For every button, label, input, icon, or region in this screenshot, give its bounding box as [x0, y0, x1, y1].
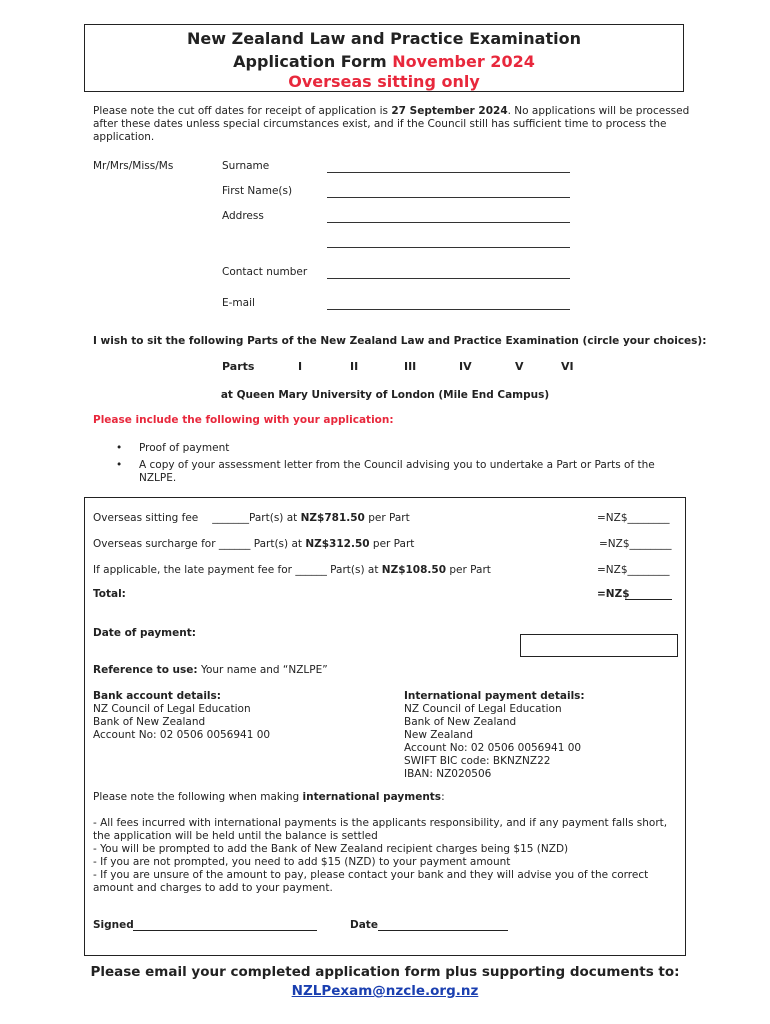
- first-names-field[interactable]: [327, 197, 570, 198]
- cutoff-date: 27 September 2024: [391, 105, 508, 117]
- bank-line: Bank of New Zealand: [93, 716, 206, 728]
- total-field[interactable]: [625, 599, 672, 600]
- parts-label: Parts: [222, 360, 255, 373]
- form-subtitle: Overseas sitting only: [288, 72, 480, 91]
- form-label-line: [85, 52, 683, 71]
- bank-details: [93, 690, 270, 742]
- fee-row-3-end: per Part: [446, 564, 491, 576]
- address-field-line1[interactable]: [327, 222, 570, 223]
- part-option-1[interactable]: I: [298, 360, 303, 373]
- intl-line: Bank of New Zealand: [404, 716, 517, 728]
- fee-row-2-end: per Part: [369, 538, 415, 550]
- signed-label: Signed: [93, 919, 134, 931]
- intro-text-before: Please note the cut off dates for receipt of application is: [93, 105, 392, 117]
- fee-row-3-label: If applicable, the late payment fee for ______ Part(s) at: [93, 564, 382, 576]
- intl-note-item: - If you are unsure of the amount to pay, please contact your bank and they will advise you of the correct amount and charges to add to your payment.: [93, 869, 649, 894]
- total-label: Total:: [93, 588, 126, 600]
- intl-note-list: [93, 817, 681, 895]
- intl-line: Account No: 02 0506 0056941 00: [404, 742, 582, 754]
- fee-row-2-amount: NZ$312.50: [305, 538, 370, 550]
- part-option-6[interactable]: VI: [561, 360, 574, 373]
- date-label: Date: [350, 919, 378, 931]
- fee-row-1-total[interactable]: =NZ$________: [597, 512, 670, 524]
- fee-row-2-label: Overseas surcharge for ______ Part(s) at: [93, 538, 306, 550]
- email-field[interactable]: [327, 309, 570, 310]
- include-heading: Please include the following with your application:: [93, 414, 394, 426]
- date-of-payment-field[interactable]: [520, 634, 678, 657]
- first-names-label: First Name(s): [222, 185, 293, 197]
- reference-label: Reference to use:: [93, 664, 198, 676]
- fee-row-1: [93, 512, 410, 524]
- surname-label: Surname: [222, 160, 270, 172]
- address-field-line2[interactable]: [327, 247, 570, 248]
- bank-line: Account No: 02 0506 0056941 00: [93, 729, 271, 741]
- fee-row-3-amount: NZ$108.50: [381, 564, 447, 576]
- intl-note-lead: [93, 791, 445, 803]
- fee-row-1-mid: _______Part(s) at: [212, 512, 301, 524]
- intl-note-colon: :: [441, 791, 445, 803]
- email-label: E-mail: [222, 297, 255, 309]
- intl-note-item: - If you are not prompted, you need to add $15 (NZD) to your payment amount: [93, 856, 511, 868]
- intl-line: NZ Council of Legal Education: [404, 703, 562, 715]
- intl-line: SWIFT BIC code: BKNZNZ22: [404, 755, 551, 767]
- part-option-3[interactable]: III: [404, 360, 417, 373]
- intro-paragraph: [93, 105, 693, 144]
- include-item-1: Proof of payment: [139, 442, 230, 454]
- part-option-4[interactable]: IV: [459, 360, 472, 373]
- reference-value: Your name and “NZLPE”: [200, 664, 328, 676]
- footer-email-line: [0, 983, 770, 999]
- footer-instruction: Please email your completed application form plus supporting documents to:: [90, 964, 680, 980]
- intl-heading: International payment details:: [404, 690, 585, 702]
- intl-note-bold: international payments: [302, 791, 442, 803]
- contact-field[interactable]: [327, 278, 570, 279]
- fee-row-1-amount: NZ$781.50: [300, 512, 365, 524]
- fee-row-1-label: Overseas sitting fee: [93, 512, 199, 524]
- form-date: November 2024: [392, 52, 535, 71]
- bank-heading: Bank account details:: [93, 690, 221, 702]
- intl-details: [404, 690, 585, 781]
- part-option-5[interactable]: V: [515, 360, 524, 373]
- form-label: Application Form: [233, 52, 387, 71]
- address-label: Address: [222, 210, 264, 222]
- intl-line: IBAN: NZ020506: [404, 768, 492, 780]
- parts-instruction: I wish to sit the following Parts of the New Zealand Law and Practice Examination (circle your choices):: [93, 335, 707, 347]
- total-value: =NZ$: [597, 588, 630, 600]
- signed-field[interactable]: [133, 930, 317, 931]
- parts-row: [0, 360, 770, 376]
- surname-field[interactable]: [327, 172, 570, 173]
- part-option-2[interactable]: II: [350, 360, 359, 373]
- title-options: Mr/Mrs/Miss/Ms: [93, 160, 174, 172]
- reference-line: [93, 664, 328, 676]
- fee-row-1-end: per Part: [364, 512, 410, 524]
- venue: at Queen Mary University of London (Mile End Campus): [220, 389, 550, 401]
- header-box: [84, 24, 684, 92]
- fee-row-2-total[interactable]: =NZ$________: [599, 538, 672, 550]
- date-of-payment-label: Date of payment:: [93, 627, 196, 639]
- fee-row-3: [93, 564, 491, 576]
- intl-note-item: - All fees incurred with international payments is the applicants responsibility, and if any payment falls short, the application will be held until the balance is settled: [93, 817, 668, 842]
- contact-label: Contact number: [222, 266, 308, 278]
- fee-row-3-total[interactable]: =NZ$________: [597, 564, 670, 576]
- intl-line: New Zealand: [404, 729, 473, 741]
- intl-note-item: - You will be prompted to add the Bank of New Zealand recipient charges being $15 (NZD): [93, 843, 569, 855]
- intl-note-lead-text: Please note the following when making: [93, 791, 303, 803]
- form-title: New Zealand Law and Practice Examination: [187, 29, 581, 48]
- date-field[interactable]: [378, 930, 508, 931]
- intro-text-after: . No applications will be processed after these dates unless special circumstances exist, and if the Council still has sufficient time to process the application.: [93, 105, 690, 143]
- bullet-icon: •: [116, 459, 123, 471]
- bullet-icon: •: [116, 442, 123, 454]
- bank-line: NZ Council of Legal Education: [93, 703, 251, 715]
- include-item-2: A copy of your assessment letter from the Council advising you to undertake a Part or Parts of the NZLPE.: [139, 459, 655, 484]
- footer-email-link[interactable]: NZLPexam@nzcle.org.nz: [291, 983, 479, 999]
- fee-row-2: [93, 538, 414, 550]
